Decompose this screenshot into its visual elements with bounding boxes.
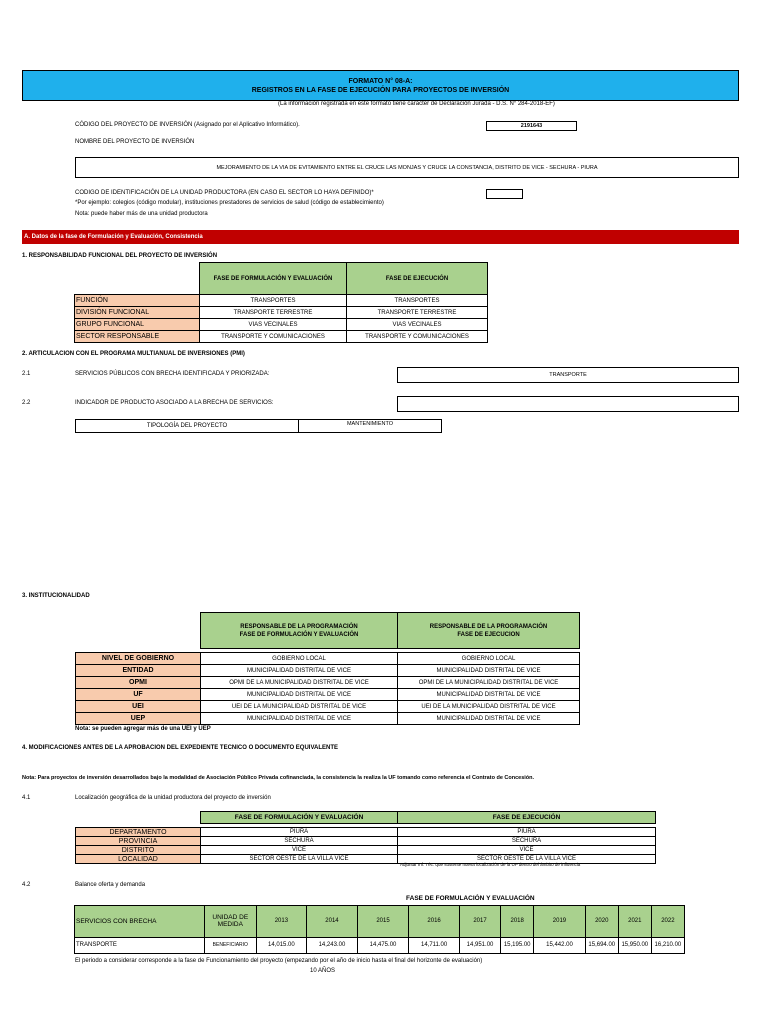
item-4-1-label: Localización geográfica de la unidad productora del proyecto de inversión xyxy=(75,795,271,801)
app-note: Nota: Para proyectos de inversión desarrollados bajo la modalidad de Asociación Público Privada cofinanciada, la consistencia la realiza la UF tomando como referencia el Contrato de Concesión. xyxy=(22,775,535,781)
form-header xyxy=(22,70,739,101)
table-row: OPMI OPMI DE LA MUNICIPALIDAD DISTRITAL DE VICE OPMI DE LA MUNICIPALIDAD DISTRITAL DE VICE xyxy=(76,677,580,689)
section-3-title: 3. INSTITUCIONALIDAD xyxy=(22,593,90,599)
form-title: REGISTROS EN LA FASE DE EJECUCIÓN PARA PROYECTOS DE INVERSIÓN xyxy=(251,86,510,94)
project-name-field[interactable]: MEJORAMIENTO DE LA VIA DE EVITAMIENTO ENTRE EL CRUCE LAS MONJAS Y CRUCE LA CONSTANCIA, DISTRITO DE VICE - SECHURA - PIURA xyxy=(75,157,739,178)
supply-demand-table xyxy=(74,893,685,954)
project-name-label: NOMBRE DEL PROYECTO DE INVERSIÓN xyxy=(75,139,195,145)
col-year: 2015 xyxy=(357,905,409,937)
col-programacion-ej: RESPONSABLE DE LA PROGRAMACIÓN FASE DE EJECUCION xyxy=(398,613,580,649)
project-code-field[interactable]: 2191643 xyxy=(486,121,577,131)
item-2-2-number: 2.2 xyxy=(22,400,31,406)
col-year: 2016 xyxy=(409,905,460,937)
up-example-note: *Por ejemplo: colegios (código modular), instituciones prestadores de servicios de salud (código de establecimiento) xyxy=(75,200,384,206)
typology-label: TIPOLOGÍA DEL PROYECTO xyxy=(75,419,299,433)
loc-col-ejecucion: FASE DE EJECUCIÓN xyxy=(398,812,656,824)
table-row: UF MUNICIPALIDAD DISTRITAL DE VICE MUNICIPALIDAD DISTRITAL DE VICE xyxy=(76,689,580,701)
uei-uep-note: Nota: se pueden agregar más de una UEI y UEP xyxy=(75,726,211,732)
up-code-label: CODIGO DE IDENTIFICACIÓN DE LA UNIDAD PRODUCTORA (EN CASO EL SECTOR LO HAYA DEFINIDO)* xyxy=(75,190,374,196)
institutionality-table xyxy=(75,612,580,725)
declaration-note: (La información registrada en este formato tiene carácter de Declaración Jurada - D.S. N° 284-2018-EF) xyxy=(278,101,555,107)
table-row: ENTIDAD MUNICIPALIDAD DISTRITAL DE VICE MUNICIPALIDAD DISTRITAL DE VICE xyxy=(76,665,580,677)
col-unidad: UNIDAD DE MEDIDA xyxy=(205,905,257,937)
product-indicator-field[interactable] xyxy=(397,396,739,412)
col-year: 2017 xyxy=(459,905,500,937)
section-2-title: 2. ARTICULACION CON EL PROGRAMA MULTIANUAL DE INVERSIONES (PMI) xyxy=(22,351,245,357)
up-note: Nota: puede haber más de una unidad productora xyxy=(75,211,208,217)
table-row: LOCALIDAD SECTOR OESTE DE LA VILLA VICE SECTOR OESTE DE LA VILLA VICE xyxy=(76,855,656,864)
col-year: 2020 xyxy=(585,905,618,937)
section-4-title: 4. MODIFICACIONES ANTES DE LA APROBACION DEL EXPEDIENTE TECNICO O DOCUMENTO EQUIVALENTE xyxy=(22,745,339,751)
form-number: FORMATO N° 08-A: xyxy=(348,77,413,85)
table-row: UEI UEI DE LA MUNICIPALIDAD DISTRITAL DE VICE UEI DE LA MUNICIPALIDAD DISTRITAL DE VICE xyxy=(76,701,580,713)
col-year: 2019 xyxy=(534,905,586,937)
table-row: TRANSPORTE BENEFICIARIO 14,015.00 14,243.00 14,475.00 14,711.00 14,951.00 15,195.00 15,442.00 15,694.00 15,950.00 16,210.00 xyxy=(75,937,685,953)
col-programacion-fe: RESPONSABLE DE LA PROGRAMACIÓN FASE DE FORMULACIÓN Y EVALUACIÓN xyxy=(201,613,398,649)
col-year: 2021 xyxy=(618,905,651,937)
services-gap-field[interactable]: TRANSPORTE xyxy=(397,367,739,383)
location-table xyxy=(75,811,656,864)
table-row: UEP MUNICIPALIDAD DISTRITAL DE VICE MUNICIPALIDAD DISTRITAL DE VICE xyxy=(76,713,580,725)
col-year: 2022 xyxy=(651,905,684,937)
table-row: DISTRITO VICE VICE xyxy=(76,846,656,855)
item-2-1-number: 2.1 xyxy=(22,371,31,377)
table-row: FUNCIÓN TRANSPORTES TRANSPORTES xyxy=(75,295,488,307)
years-label: 10 AÑOS xyxy=(310,968,336,974)
functional-responsibility-table xyxy=(74,262,488,343)
col-servicios: SERVICIOS CON BRECHA xyxy=(75,905,205,937)
period-note: El periodo a considerar corresponde a la fase de Funcionamiento del proyecto (empezando por el año de inicio hasta el final del horizonte de evaluación) xyxy=(75,958,483,964)
section-a-bar: A. Datos de la fase de Formulación y Evaluación, Consistencia xyxy=(22,230,739,244)
col-year: 2014 xyxy=(307,905,358,937)
item-4-2-number: 4.2 xyxy=(22,882,31,888)
table-row: GRUPO FUNCIONAL VIAS VECINALES VIAS VECINALES xyxy=(75,319,488,331)
item-2-2-label: INDICADOR DE PRODUCTO ASOCIADO A LA BRECHA DE SERVICIOS: xyxy=(75,400,274,406)
table-row: DEPARTAMENTO PIURA PIURA xyxy=(76,828,656,837)
typology-field[interactable]: MANTENIMIENTO xyxy=(298,419,442,433)
col-year: 2013 xyxy=(256,905,307,937)
loc-col-formulacion: FASE DE FORMULACIÓN Y EVALUACIÓN xyxy=(201,812,398,824)
item-2-1-label: SERVICIOS PÚBLICOS CON BRECHA IDENTIFICADA Y PRIORIZADA: xyxy=(75,371,270,377)
location-note: Adjuntar Inf. Téc. que sustente nueva localización de la UP dentro del ámbito de influencia xyxy=(400,862,581,867)
col-ejecucion: FASE DE EJECUCIÓN xyxy=(347,263,488,295)
col-year: 2018 xyxy=(501,905,534,937)
up-code-field[interactable] xyxy=(486,189,523,199)
section-1-title: 1. RESPONSABILIDAD FUNCIONAL DEL PROYECTO DE INVERSIÓN xyxy=(22,253,218,259)
col-formulacion: FASE DE FORMULACIÓN Y EVALUACIÓN xyxy=(200,263,347,295)
project-code-label: CÓDIGO DEL PROYECTO DE INVERSIÓN (Asignado por el Aplicativo Informático). xyxy=(75,122,300,128)
table-row: NIVEL DE GOBIERNO GOBIERNO LOCAL GOBIERNO LOCAL xyxy=(76,653,580,665)
item-4-2-label: Balance oferta y demanda xyxy=(75,882,146,888)
table-row: SECTOR RESPONSABLE TRANSPORTE Y COMUNICACIONES TRANSPORTE Y COMUNICACIONES xyxy=(75,331,488,343)
table-row: PROVINCIA SECHURA SECHURA xyxy=(76,837,656,846)
item-4-1-number: 4.1 xyxy=(22,795,31,801)
table-row: DIVISIÓN FUNCIONAL TRANSPORTE TERRESTRE TRANSPORTE TERRESTRE xyxy=(75,307,488,319)
balance-title: FASE DE FORMULACIÓN Y EVALUACIÓN xyxy=(406,895,535,903)
